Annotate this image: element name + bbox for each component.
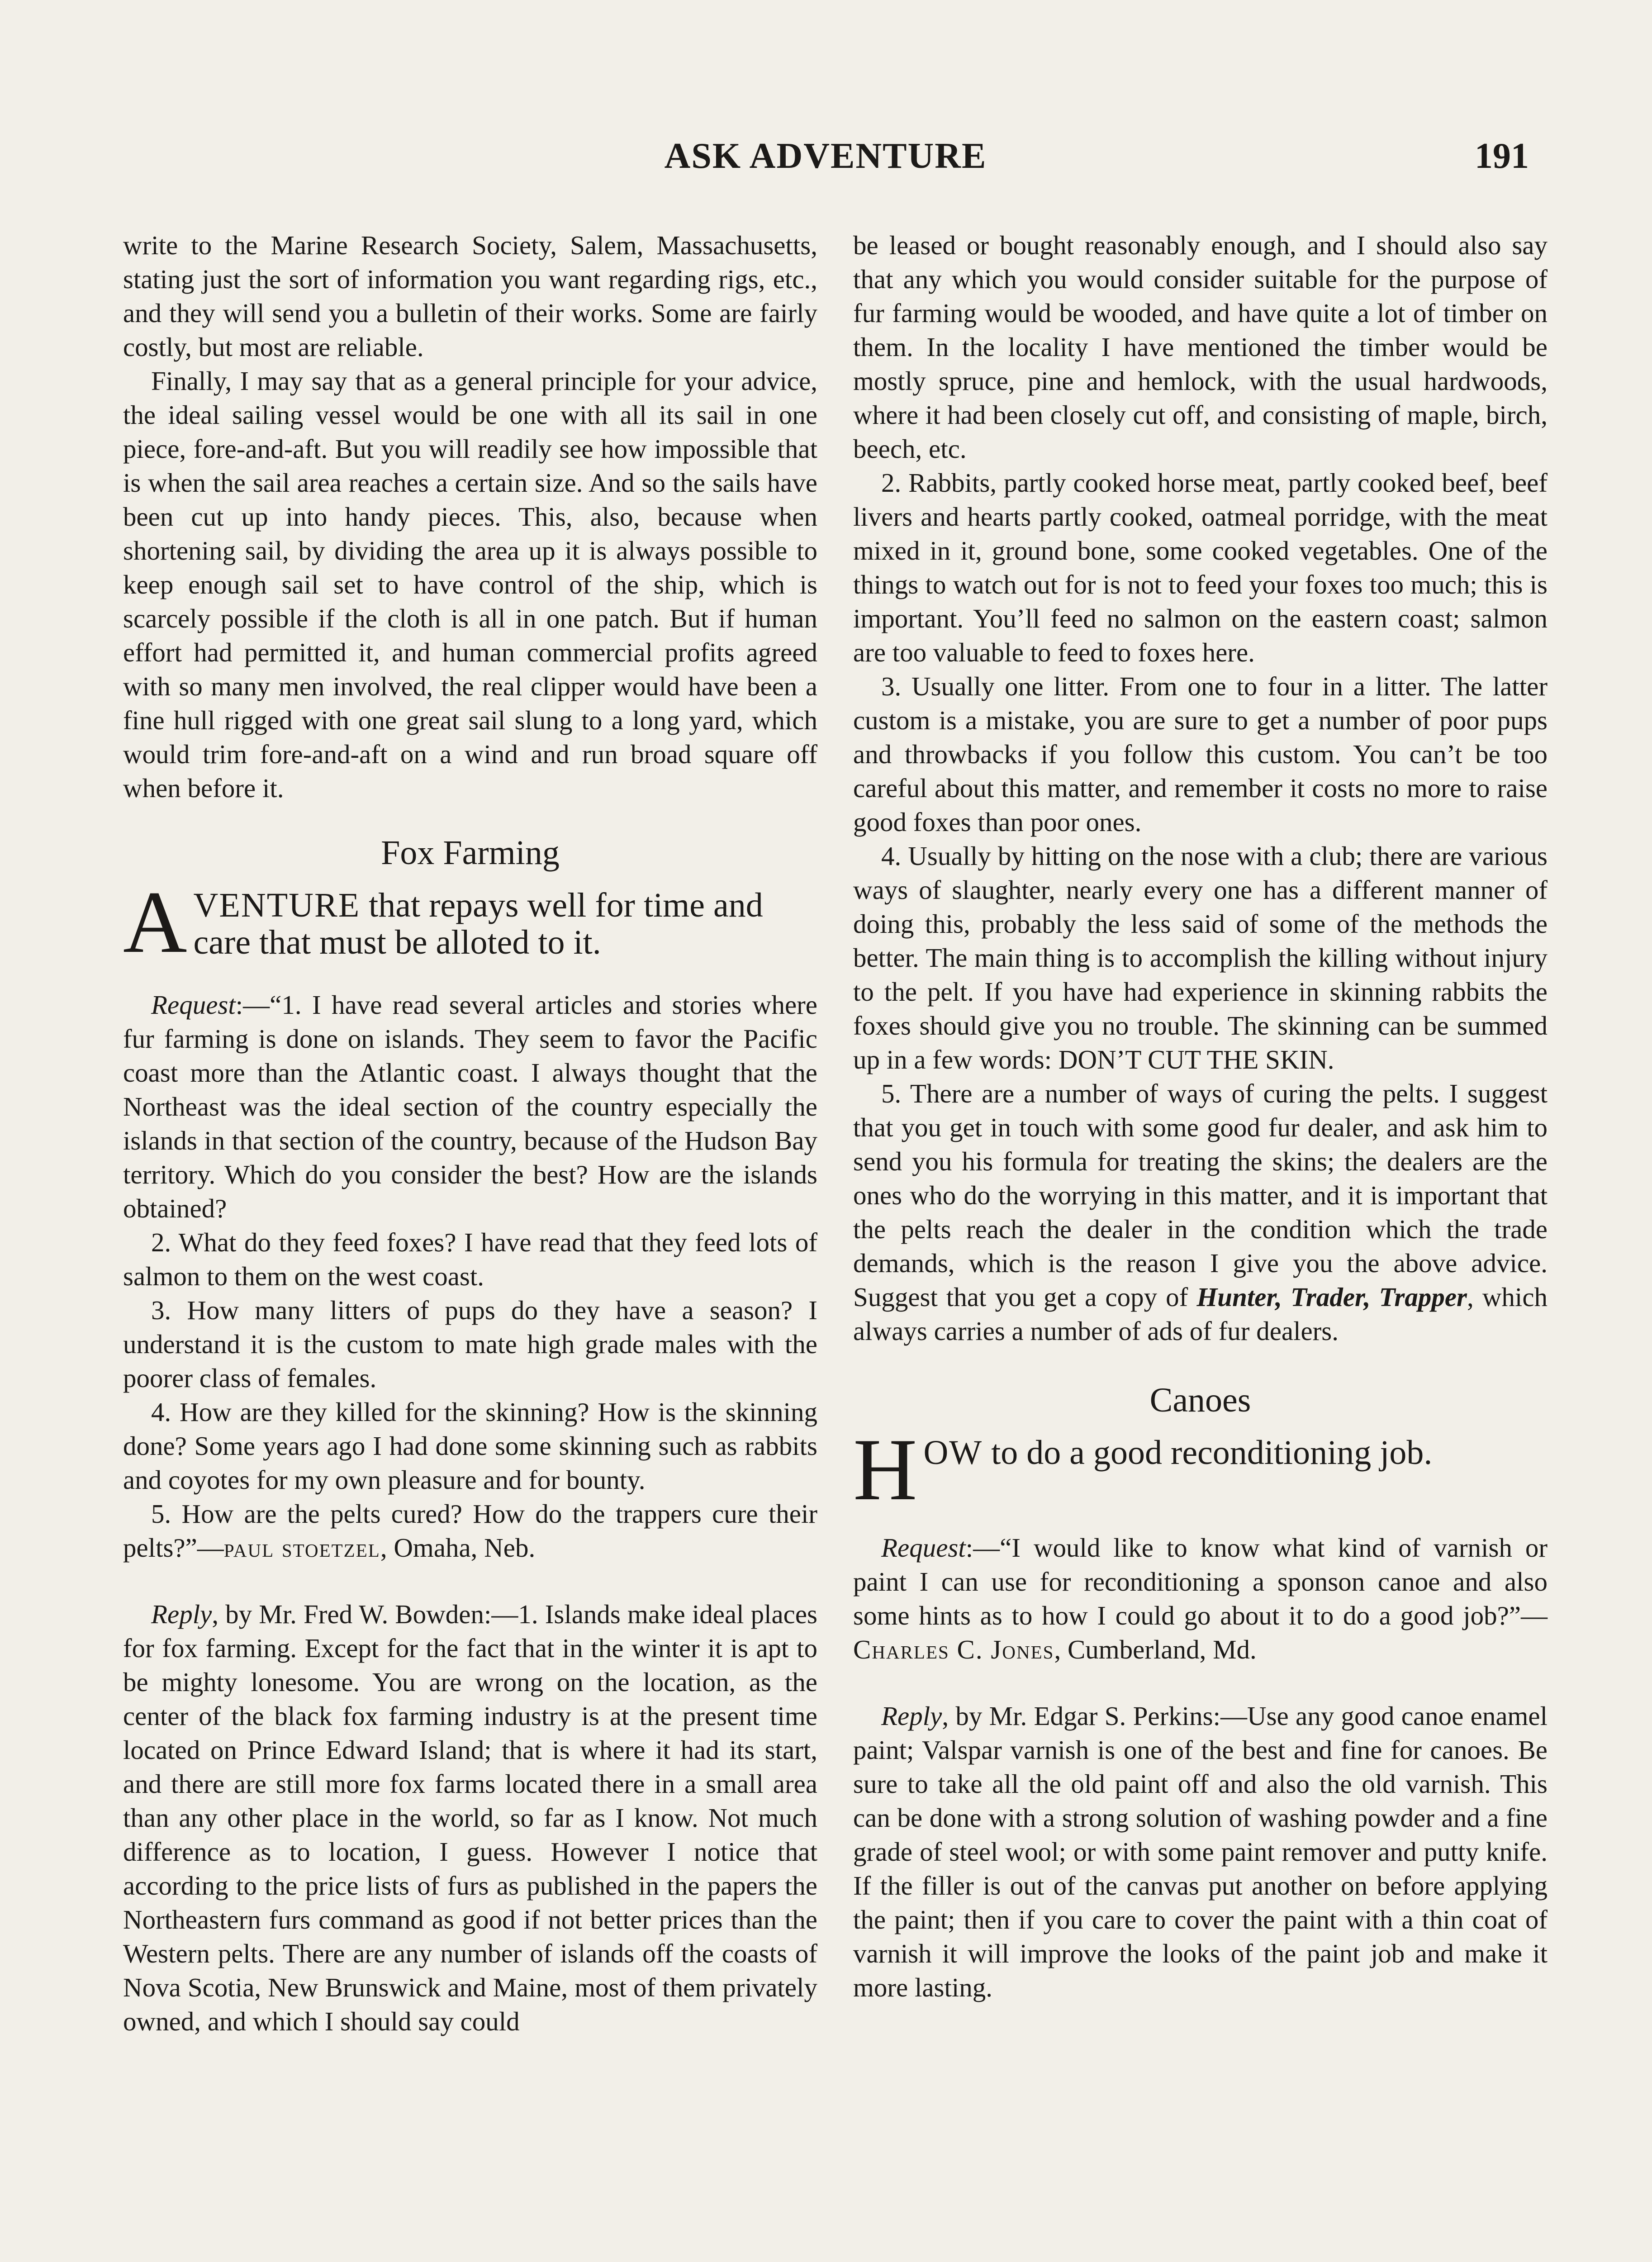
page-number: 191: [1475, 136, 1529, 176]
reply-text: , by Mr. Fred W. Bowden:—1. Islands make ideal places for fox farming. Except for the fact that in the winter it is apt to be mighty lonesome. You are wrong on the location, as the center of the black fox farming industry is at the present time located on Prince Edward Island; that is where it had its start, and there are still more fox farms located there in a small area than any other place in the world, so far as I know. Not much difference as to location, I guess. However I notice that according to the price lists of furs as published in the papers the Northeastern furs command as good if not better prices than the Western pelts. There are any number of islands off the coasts of Nova Scotia, New Brunswick and Maine, most of them privately owned, and which I should say could: [123, 1599, 817, 2036]
drop-cap: A: [123, 887, 187, 961]
paragraph-text: , which always carries a number of ads of fur dealers.: [853, 1282, 1548, 1346]
paragraph: be leased or bought reasonably enough, and I should also say that any which you would consider suitable for the purpose of fur farming would be wooded, and have quite a lot of timber on them. In the locality I have mentioned the timber would be mostly spruce, pine and hemlock, with the usual hardwoods, where it had been closely cut off, and consisting of maple, birch, beech, etc.: [853, 230, 1548, 464]
paragraph-text: 5. There are a number of ways of curing the pelts. I suggest that you get in touch with some good fur dealer, and ask him to send you his formula for treating the skins; the dealers are the ones who do the worrying in this matter, and it is important that the pelts reach the dealer in the condition which the trade demands, which is the reason I give you the above advice. Suggest that you get a copy of: [853, 1079, 1548, 1312]
paragraph: Finally, I may say that as a general principle for your advice, the ideal sailing vessel would be one with all its sail in one piece, fore-and-aft. But you will readily see how impossible that is when the sail area reaches a certain size. And so the sails have been cut up into handy pieces. This, also, because when shortening sail, by dividing the area up it is always possible to keep enough sail set to have control of the ship, which is scarcely possible if the cloth is all in one patch. But if human effort had permitted it, and human commercial profits agreed with so many men involved, the real clipper would have been a fine hull rigged with one great sail slung to a long yard, which would trim fore-and-aft on a wind and run broad square off when before it.: [123, 366, 817, 803]
section-title-fox-farming: Fox Farming: [381, 834, 560, 872]
request-paragraph: [853, 1531, 1548, 1667]
paragraph: [853, 1077, 1548, 1348]
request-paragraph: 3. How many litters of pups do they have a season? I understand it is the custom to mate high grade males with the poorer class of females.: [123, 1295, 817, 1393]
request-text: 5. How are the pelts cured? How do the trappers cure their pelts?”—: [123, 1499, 817, 1563]
intro-text: that repays well for time and care that must be alloted to it.: [193, 887, 763, 961]
request-paragraph: 4. How are they killed for the skinning? How is the skinning done? Some years ago I had done some skinning such as rabbits and coyotes for my own pleasure and for bounty.: [123, 1397, 817, 1495]
left-column: [123, 228, 817, 2039]
section-title-canoes: Canoes: [1149, 1381, 1251, 1419]
request-text: :—“1. I have read several articles and stories where fur farming is done on islands. They seem to favor the Pacific coast more than the Atlantic coast. I always thought that the Northeast was the ideal section of the country especially the islands in that section of the country, because of the Hudson Bay territory. Which do you consider the best? How are the islands obtained?: [123, 990, 817, 1223]
paragraph: write to the Marine Research Society, Salem, Massachusetts, stating just the sort of information you want regarding rigs, etc., and they will send you a bulletin of their works. Some are fairly costly, but most are reliable.: [123, 230, 817, 362]
intro-caps: OW: [923, 1434, 983, 1472]
request-author: Charles C. Jones: [853, 1635, 1054, 1664]
paragraph: 3. Usually one litter. From one to four in a litter. The latter custom is a mistake, you are sure to get a number of poor pups and throwbacks if you follow this custom. You can’t be too careful about this matter, and remember it costs no more to raise good foxes than poor ones.: [853, 671, 1548, 837]
reply-label: Reply: [151, 1599, 212, 1629]
request-place: , Omaha, Neb.: [380, 1533, 536, 1563]
publication-title: Hunter, Trader, Trapper: [1196, 1282, 1467, 1312]
reply-paragraph: [853, 1699, 1548, 2005]
request-place: , Cumberland, Md.: [1054, 1635, 1257, 1664]
right-column: [853, 228, 1548, 2005]
section-intro: [853, 1434, 1548, 1504]
reply-label: Reply: [881, 1701, 942, 1731]
request-author: paul stoetzel: [223, 1533, 380, 1563]
paragraph: 4. Usually by hitting on the nose with a club; there are various ways of slaughter, nearly every one has a different manner of doing this, probably the less said of some of the methods the better. The main thing is to accomplish the killing without injury to the pelt. If you have had experience in skinning rabbits the foxes should give you no trouble. The skinning can be summed up in a few words: DON’T CUT THE SKIN.: [853, 841, 1548, 1074]
page-header: [122, 136, 1529, 185]
running-title: ASK ADVENTURE: [664, 136, 987, 176]
request-paragraph: 2. What do they feed foxes? I have read that they feed lots of salmon to them on the west coast.: [123, 1227, 817, 1291]
request-label: Request: [151, 990, 236, 1020]
request-text: :—“I would like to know what kind of varnish or paint I can use for reconditioning a sponson canoe and also some hints as to how I could go about it to do a good job?”—: [853, 1533, 1548, 1630]
drop-cap: H: [853, 1434, 917, 1504]
reply-paragraph: [123, 1597, 817, 2039]
request-label: Request: [881, 1533, 966, 1563]
paragraph: 2. Rabbits, partly cooked horse meat, partly cooked beef, beef livers and hearts partly cooked, oatmeal porridge, with the meat mixed in it, ground bone, some cooked vegetables. One of the things to watch out for is not to feed your foxes too much; this is important. You’ll feed no salmon on the eastern coast; salmon are too valuable to feed to foxes here.: [853, 468, 1548, 667]
section-intro: [123, 887, 817, 961]
request-paragraph: [123, 1497, 817, 1565]
request-paragraph: [123, 988, 817, 1226]
intro-text: to do a good reconditioning job.: [983, 1434, 1433, 1472]
reply-text: , by Mr. Edgar S. Perkins:—Use any good canoe enamel paint; Valspar varnish is one of the best and fine for canoes. Be sure to take all the old paint off and also the old varnish. This can be done with a strong solution of washing powder and a fine grade of steel wool; or with some paint remover and putty knife. If the filler is out of the canvas put another on before applying the paint; then if you care to cover the paint with a thin coat of varnish it will improve the looks of the paint job and make it more lasting.: [853, 1701, 1548, 2002]
intro-caps: VENTURE: [193, 887, 361, 924]
